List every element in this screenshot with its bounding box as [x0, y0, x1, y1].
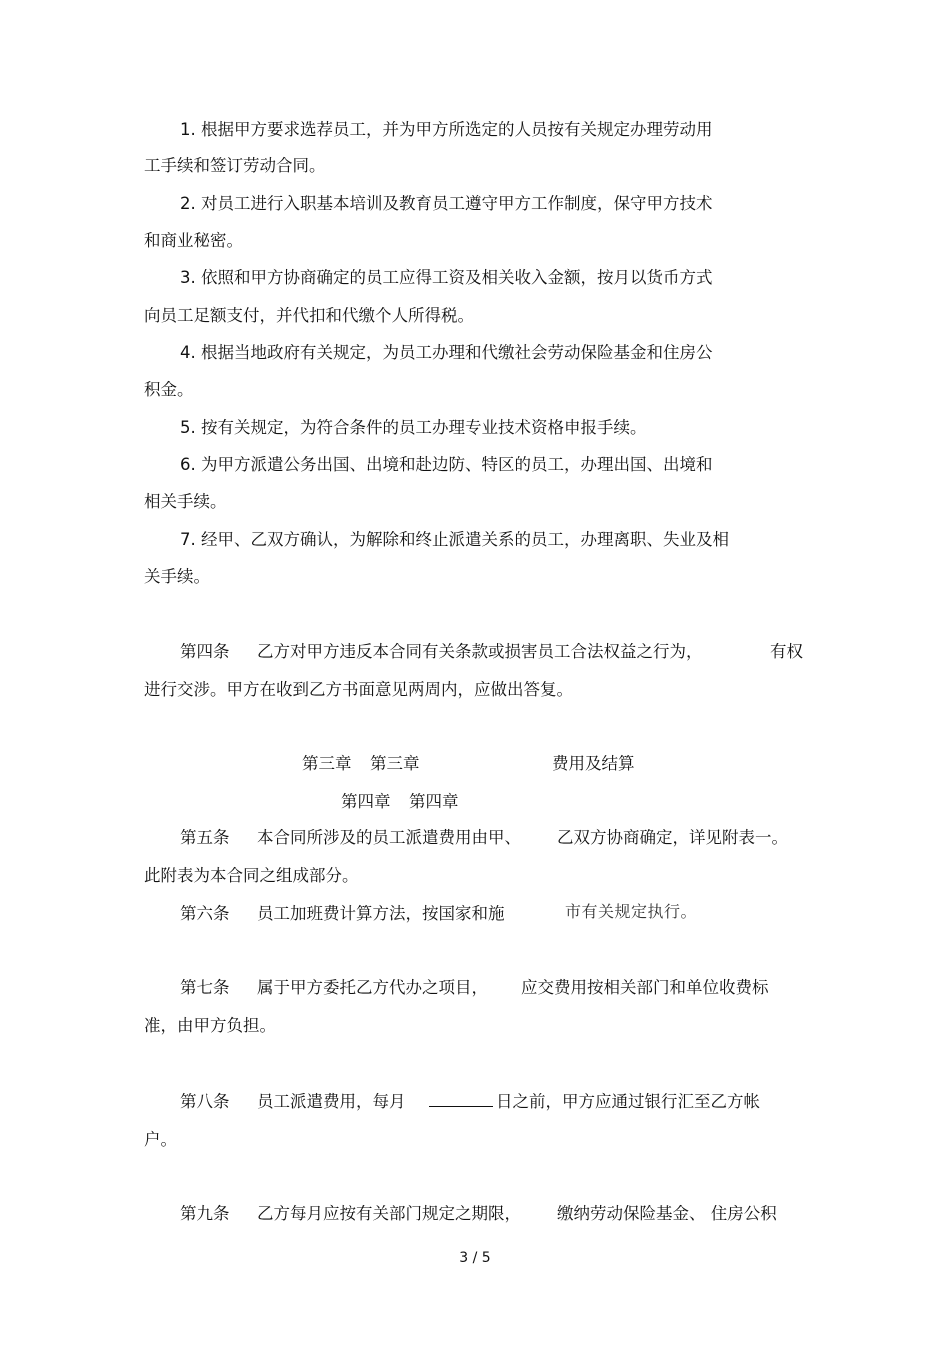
- item-7-line-1: 7. 经甲、乙双方确认，为解除和终止派遣关系的员工，办理离职、失业及相: [180, 530, 729, 549]
- item-7-line-2: 关手续。: [144, 567, 210, 586]
- article-4-tail: 有权: [770, 642, 803, 661]
- item-3-line-2: 向员工足额支付，并代扣和代缴个人所得税。: [144, 306, 474, 325]
- fill-in-blank: [429, 1106, 493, 1107]
- article-6-text: 员工加班费计算方法，按国家和施: [257, 904, 505, 923]
- item-2-line-1: 2. 对员工进行入职基本培训及教育员工遵守甲方工作制度，保守甲方技术: [180, 194, 713, 213]
- article-9-label: 第九条: [180, 1204, 230, 1223]
- article-8-label: 第八条: [180, 1092, 230, 1111]
- page-number: 3 / 5: [459, 1250, 491, 1266]
- item-4-line-2: 积金。: [144, 380, 194, 399]
- item-1-line-1: 1. 根据甲方要求选荐员工，并为甲方所选定的人员按有关规定办理劳动用: [180, 120, 713, 139]
- item-6-line-2: 相关手续。: [144, 492, 227, 511]
- item-2-line-2: 和商业秘密。: [144, 231, 243, 250]
- article-5-tail: 乙双方协商确定，详见附表一。: [557, 828, 788, 847]
- article-5-line-2: 此附表为本合同之组成部分。: [144, 866, 359, 885]
- article-8-text: 员工派遣费用，每月: [257, 1092, 406, 1111]
- item-4-line-1: 4. 根据当地政府有关规定，为员工办理和代缴社会劳动保险基金和住房公: [180, 343, 713, 362]
- article-7-text: 属于甲方委托乙方代办之项目，: [257, 978, 488, 997]
- item-6-line-1: 6. 为甲方派遣公务出国、出境和赴边防、特区的员工，办理出国、出境和: [180, 455, 713, 474]
- item-1-line-2: 工手续和签订劳动合同。: [144, 156, 326, 175]
- article-6-label: 第六条: [180, 904, 230, 923]
- chapter-title: 费用及结算: [552, 754, 635, 773]
- article-6-scanned-text: 市有关规定执行。: [565, 902, 698, 921]
- chapter-heading-2: 第三章: [370, 754, 420, 773]
- article-7-tail: 应交费用按相关部门和单位收费标: [521, 978, 769, 997]
- article-9-text: 乙方每月应按有关部门规定之期限，: [257, 1204, 521, 1223]
- article-9-tail: 缴纳劳动保险基金、 住房公积: [557, 1204, 777, 1223]
- chapter-heading-1: 第三章: [302, 754, 352, 773]
- article-4-text: 乙方对甲方违反本合同有关条款或损害员工合法权益之行为，: [257, 642, 703, 661]
- article-5-text: 本合同所涉及的员工派遣费用由甲、: [257, 828, 521, 847]
- article-7-label: 第七条: [180, 978, 230, 997]
- item-3-line-1: 3. 依照和甲方协商确定的员工应得工资及相关收入金额，按月以货币方式: [180, 268, 713, 287]
- article-4-line-2: 进行交涉。甲方在收到乙方书面意见两周内，应做出答复。: [144, 680, 573, 699]
- article-7-line-2: 准，由甲方负担。: [144, 1016, 276, 1035]
- article-8-tail: 日之前，甲方应通过银行汇至乙方帐: [496, 1092, 760, 1111]
- chapter-heading-3: 第四章: [341, 792, 391, 811]
- article-8-line-2: 户。: [144, 1130, 177, 1149]
- item-5-line-1: 5. 按有关规定，为符合条件的员工办理专业技术资格申报手续。: [180, 418, 647, 437]
- chapter-heading-4: 第四章: [409, 792, 459, 811]
- article-4-label: 第四条: [180, 642, 230, 661]
- article-5-label: 第五条: [180, 828, 230, 847]
